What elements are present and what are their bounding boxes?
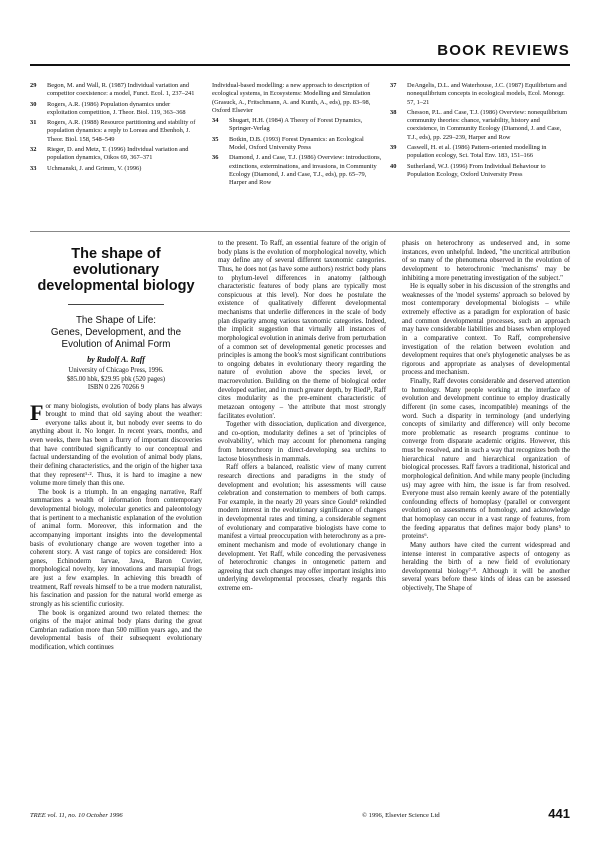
reference-text: Caswell, H. et al. (1986) Pattern-oriented modelling in population ecology, Sci. Total Env. 183, 151–166 [407, 144, 547, 160]
header-rule [30, 64, 570, 66]
reference-item [30, 119, 200, 144]
page-number: 441 [548, 806, 570, 821]
reference-text: Rieger, D. and Metz, T. (1996) Individual variation and population dynamics, Oikos 69, 367–371 [47, 146, 189, 162]
journal-citation: TREE vol. 11, no. 10 October 1996 [30, 812, 123, 819]
review-body-col1 [30, 399, 202, 653]
book-title [30, 315, 202, 351]
body-paragraph [30, 399, 202, 489]
reference-item [30, 146, 200, 163]
book-title-line: Evolution of Animal Form [61, 339, 171, 350]
reference-text: Sutherland, W.J. (1996) From Individual Behaviour to Population Ecology, Oxford University Press [407, 162, 546, 178]
reference-number: 32 [30, 146, 37, 154]
section-divider [30, 231, 570, 232]
body-paragraph: He is equally sober in his discussion of the strengths and weaknesses of the 'model systems' approach so beloved by most contemporary developmental biologists – while extremely effective as a paradigm for exploration of basic and common developmental processes, such an approach may have considerable liabilities and biases when employed in a comparative context. To Raff, comprehensive investigation of the relation between evolution and development requires that one's phylogenetic analyses be as rigorous and appropriate as analyses of developmental process and mechanism. [402, 283, 570, 377]
reference-number: 31 [30, 119, 37, 127]
section-title: BOOK REVIEWS [437, 42, 570, 59]
book-publication-info [30, 367, 202, 393]
reference-list-col1 [30, 82, 200, 175]
reference-item [390, 82, 570, 107]
price-line: $85.00 hbk, $29.95 pbk (520 pages) [66, 375, 166, 383]
reference-number: 38 [390, 108, 397, 116]
review-title-line: The shape of [71, 246, 161, 262]
book-title-line: Genes, Development, and the [50, 327, 182, 338]
reference-list-col3 [390, 82, 570, 181]
body-paragraph: to the present. To Raff, an essential feature of the origin of body plans is the evolution of morphological novelty, which may define any of several different taxonomic categories. Thus, he does not (as have some authors) restrict body plans to phylum-level differences in anatomy (although characteristic features of body plans are typically most conspicuous at this level). Nor does he postulate the existence of qualitatively different developmental mechanisms that underlie differences in the scale of body plan disparity among various taxonomic categories. Indeed, the implicit suggestion that virtually all instances of morphological evolution in animals derive from perturbation of a common set of developmental genetic processes and principles is among the book's most significant contributions to ongoing debates in evolutionary theory regarding the nature of evolution above the species level, or macroevolution. Building on the theme of biological order developed earlier, and in much greater depth, by Riedl³, Raff cites modularity as the pre-eminent characteristic of metazoan ontogeny – 'the attribute that most strongly facilitates evolution'. [218, 240, 386, 420]
review-body-col3 [402, 240, 570, 594]
body-paragraph: Together with dissociation, duplication and divergence, and co-option, modularity defines a set of 'principles of evolvability', which may account for phenomena ranging from heterochrony in direct-developing sea urchins to lactose biosynthesis in mammals. [218, 421, 386, 463]
reference-text: Individual-based modelling: a new approach to description of ecological systems, in Ecosystems: Modelling and Simulation (Grasuck, A., Fritschmann, A. and Kunth, A., eds), pp. 83–98, Oxford Elsevier [212, 82, 371, 114]
drop-cap: F [30, 399, 44, 425]
reference-item [30, 101, 200, 118]
reference-text: Uchmanski, J. and Grimm, V. (1996) [47, 164, 142, 172]
review-title-line: evolutionary [72, 262, 160, 278]
review-title [30, 246, 202, 294]
reference-number: 30 [30, 100, 37, 108]
reference-number: 40 [390, 162, 397, 170]
reference-number: 39 [390, 144, 397, 152]
reference-item [30, 165, 200, 173]
book-author: by Rudolf A. Raff [87, 355, 145, 364]
book-title-line: The Shape of Life: [75, 315, 157, 326]
reference-text: Botkin, D.B. (1993) Forest Dynamics: an Ecological Model, Oxford University Press [229, 135, 364, 152]
body-paragraph: Raff offers a balanced, realistic view of many current research directions and paradigms in the study of development and evolution; his assessments will cause celebration and consternation to members of both camps. For example, in the nearly 20 years since Gould⁴ rekindled modern interest in the evolutionary significance of changes in developmental rates and timing, a considerable segment of evolutionary and comparative biologists have come to manifest a virtual preoccupation with heterochrony as a pre-eminent mechanism and mode of evolutionary change in development. Yet Raff, while conceding the pervasiveness of heterochronic changes in ontogenetic pattern and agreeing that such changes may offer important insights into underlying developmental processes, clearly regards this extreme em- [218, 464, 386, 592]
body-paragraph: phasis on heterochrony as undeserved and, in some instances, even unhelpful. Indeed, "the uncritical attribution of so many of the phenomena observed in the evolution of development to heterochronic 'mechanisms' may be inhibiting a more penetrating investigation of the subject." [402, 240, 570, 282]
reference-number: 36 [212, 154, 219, 162]
publisher-line: University of Chicago Press, 1996. [68, 367, 164, 374]
reference-text: Rogers, A.R. (1986) Population dynamics under exploitation competition, J. Theor. Biol. 119, 363–368 [47, 100, 186, 116]
reference-number: 37 [390, 82, 397, 89]
body-paragraph: Finally, Raff devotes considerable and deserved attention to homology. Many people working at the interface of evolution and development continue to employ drastically different (in some cases, incompatible) meanings of the word. Such a disparity in terminology (and underlying concepts of similarity and difference) will only become more problematic as research programs continue to converge from disparate academic origins. However, this must be resolved, and in such a way that recognizes both the hierarchical nature and hierarchical organization of biological processes. Raff favors a traditional, historical and morphological definition. And while many people (including us) may agree with him, the issue is far from resolved. Everyone must also remain keenly aware of the potentially confounding effects of homoplasy (parallel or convergent evolution) on assessments of homology, and acknowledge that homoplasy can occur in a vast range of features, from the feeding apparatus that defines major body plans⁵ to proteins⁶. [402, 378, 570, 541]
copyright-notice: © 1996, Elsevier Science Ltd [362, 812, 440, 819]
review-column-left [30, 240, 202, 653]
reference-number: 29 [30, 82, 37, 89]
reference-text: Rogers, A.R. (1988) Resource partitioning and stability of population dynamics: a reply to Loreau and Ebenhoh, J. Theor. Biol. 158, 548–549 [47, 119, 196, 143]
reference-item [212, 136, 382, 153]
reference-item [390, 163, 570, 180]
reference-list-col2 [212, 82, 382, 190]
body-paragraph: Many authors have cited the current widespread and intense interest in comparative aspects of ontogeny as heralding the birth of a new field of evolutionary developmental biology⁷·⁸. Although it will be another several years before these kinds of ideas can be assessed objectively, The Shape of [402, 541, 570, 592]
body-paragraph: The book is a triumph. In an engaging narrative, Raff summarizes a wealth of information from contemporary developmental biology, molecular genetics and paleontology that is pertinent to a mechanistic explanation of the evolution of animal form. Moreover, this information and the accompanying important insights into the developmental basis of evolutionary change are woven together into a coherent story. A vast range of topics are considered: Hox genes, Echinoderm larvae, Jawa, Baron Cuvier, morphological novelty, key innovations and marsupial frogs are just a few examples. In achieving this breadth of treatment, Raff reveals himself to be a true modern naturalist, his fascination and passion for the natural world emerge as strongly as his scientific curiosity. [30, 488, 202, 608]
reference-text: Shugart, H.H. (1984) A Theory of Forest Dynamics, Springer-Verlag [229, 117, 363, 133]
reference-item [212, 82, 382, 115]
isbn-line: ISBN 0 226 70266 9 [87, 384, 145, 391]
reference-text: Diamond, J. and Case, T.J. (1986) Overview: introductions, extinctions, exterminations, and invasions, in Community Ecology (Diamond, J. and Case, T.J., eds), pp. 65–79, Harper and Row [229, 154, 382, 187]
title-divider [68, 304, 164, 305]
page-footer [30, 808, 570, 828]
reference-item [30, 82, 200, 99]
reference-item [212, 154, 382, 187]
reference-number: 35 [212, 135, 219, 143]
reference-item [390, 144, 570, 161]
reference-item [390, 109, 570, 142]
reference-text: DeAngelis, D.L. and Waterhouse, J.C. (1987) Equilibrium and nonequilibrium concepts in ecological models, Ecol. Monogr. 57, 1–21 [407, 82, 567, 106]
reference-item [212, 117, 382, 134]
reference-text: Chesson, P.L. and Case, T.J. (1986) Overview: nonequilibrium community theories: chance, variability, history and coexistence, in Community Ecology (Diamond, J. and Case, T.J., eds), pp. 229–239, Harper and Row [407, 108, 568, 141]
review-body-col2 [218, 240, 386, 594]
review-title-line: developmental biology [37, 278, 195, 294]
body-paragraph: The book is organized around two related themes: the origins of the major animal body plans during the great Cambrian radiation more than 500 million years ago, and the developmental basis of their subsequent evolutionary modification, which continues [30, 609, 202, 651]
reference-text: Begon, M. and Wall, R. (1987) Individual variation and competitor coexistence: a model, Funct. Ecol. 1, 237–241 [47, 82, 195, 98]
paragraph-text: or many biologists, evolution of body plans has always brought to mind that old saying about the weather: everyone talks about it, but nobody ever seems to do anything about it. No longer. In recent years, months, and even weeks, there has been a flurry of important discoveries that have contributed significantly to our conceptual and factual understanding of the evolution of animal body plans, their defining characteristics, and the origin of the higher taxa that they represent¹·². Thus, it is hard to imagine a new volume more timely than this one. [30, 402, 202, 488]
reference-number: 33 [30, 164, 37, 172]
reference-number: 34 [212, 117, 219, 125]
